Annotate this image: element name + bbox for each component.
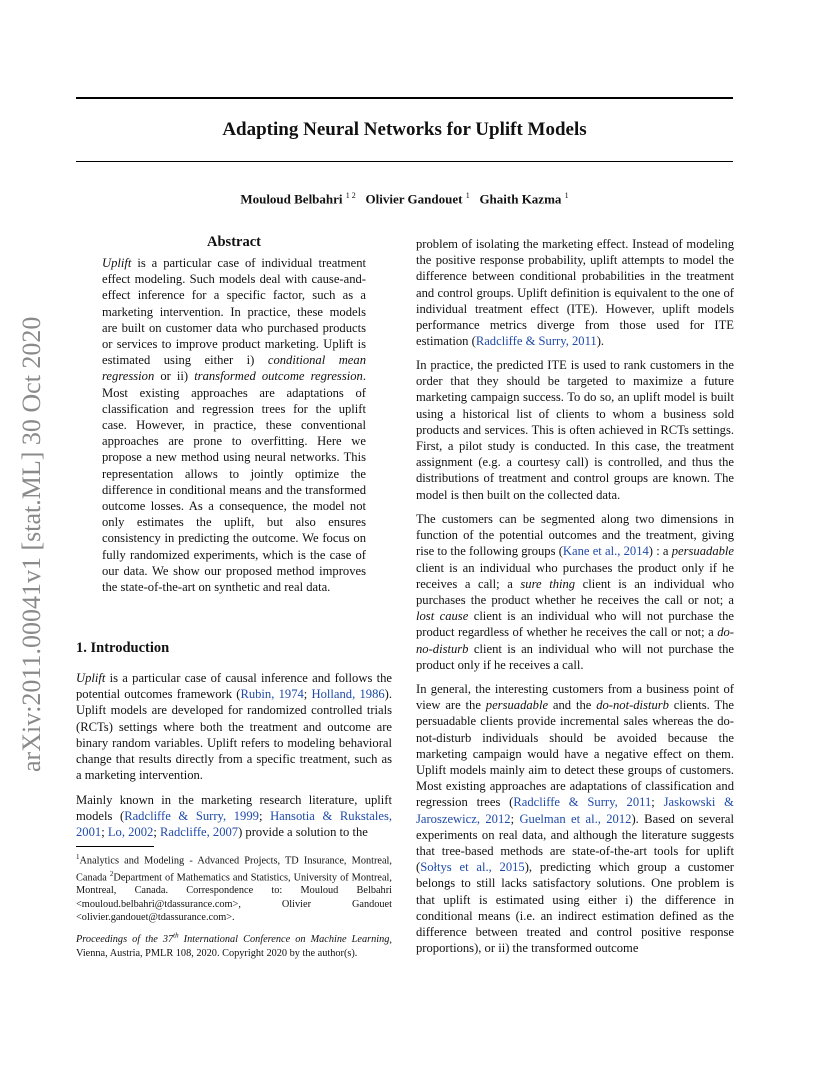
author-affiliation: 1 — [465, 191, 470, 200]
affiliation-footnote — [76, 851, 392, 924]
body-text: ). — [596, 334, 605, 349]
citation-separator: ; — [303, 687, 312, 702]
body-text: ). Based on several experiments on real data, and although the literature suggests that tree-based methods are state-of-the-art tools for uplift ( — [416, 811, 734, 875]
footnote-mark: 2 — [109, 869, 114, 878]
author-affiliation: 1 — [564, 191, 569, 200]
intro-text: is a particular case of causal inference and follows the potential outcomes framework ( — [76, 671, 392, 702]
proceedings-note — [76, 930, 392, 960]
group-term: do-no-disturb — [416, 625, 734, 656]
section-heading-introduction: 1. Introduction — [76, 640, 170, 656]
citation-link[interactable]: Holland, 1986 — [311, 687, 385, 702]
citation-separator: ; — [510, 811, 520, 826]
group-term: persuadable — [671, 544, 734, 559]
body-text: ) : a — [648, 544, 672, 559]
citation-link[interactable]: Radcliffe & Surry, 1999 — [124, 809, 259, 824]
title-rule-bottom — [76, 161, 733, 162]
citation-link[interactable]: Radcliffe & Surry, 2011 — [513, 795, 652, 810]
citation-link[interactable]: Rubin, 1974 — [240, 687, 304, 702]
proceedings-text: Proceedings of the 37 — [76, 934, 174, 946]
body-text: clients. The persuadable clients provide incremental sales whereas the do-not-disturb individuals should be avoided because the marketing campaign would have a negative effect on them. Uplift models mainly aim to detect these groups of customers. Most existing approaches are adaptations of classification and regression trees ( — [416, 698, 735, 810]
proceedings-ordinal: th — [173, 932, 179, 940]
citation-link[interactable]: Jaskowski & Jaroszewicz, 2012 — [416, 795, 734, 826]
group-term: do-not-disturb — [596, 698, 669, 713]
arxiv-identifier-stamp: arXiv:2011.00041v1 [stat.ML] 30 Oct 2020 — [17, 316, 46, 772]
footnote-text: Analytics and Modeling - Advanced Projects, TD Insurance, Montreal, Canada — [76, 855, 392, 884]
author-name: Ghaith Kazma — [479, 191, 562, 207]
body-text: and the — [548, 698, 597, 713]
author-affiliation: 1 2 — [345, 191, 356, 200]
citation-link[interactable]: Kane et al., 2014 — [562, 544, 649, 559]
intro-paragraph-2 — [76, 792, 392, 841]
column2-paragraph-4 — [416, 681, 734, 956]
citation-separator: ; — [651, 795, 664, 810]
intro-term: Uplift — [76, 671, 106, 685]
citation-link[interactable]: Sołtys et al., 2015 — [420, 860, 525, 875]
author-name: Olivier Gandouet — [365, 191, 463, 207]
proceedings-details: , Vienna, Austria, PMLR 108, 2020. Copyright 2020 by the author(s). — [76, 934, 392, 959]
intro-text: ) provide a solution to the — [238, 825, 368, 840]
footnote-mark: 1 — [76, 853, 80, 861]
author-list — [76, 191, 733, 207]
column2-paragraph-3 — [416, 511, 734, 673]
body-text: ), predicting which group a customer belongs to still lacks satisfactory solutions. One problem is that uplift is estimated using either i) the difference in conditional means (i.e. an indirect estimation defined as the difference between treated and control positive response proportions), or ii) the transformed outcome — [416, 860, 734, 956]
abstract-emphasis-2: transformed outcome regression — [194, 369, 363, 384]
author-name: Mouloud Belbahri — [240, 191, 343, 207]
group-term: persuadable — [485, 698, 549, 713]
body-text: client is an individual who will not purchase the product only if he receives a call. — [416, 641, 734, 672]
body-text: client is an individual who will not purchase the product regardless of whether he receives the call or not; a — [416, 609, 734, 640]
abstract-body — [102, 255, 366, 595]
footnote-rule — [76, 846, 154, 847]
citation-link[interactable]: Lo, 2002 — [107, 825, 154, 840]
body-text: client is an individual who purchases the product whether he receives the call or not; a — [416, 576, 734, 608]
intro-text: Mainly known in the marketing research literature, uplift models ( — [76, 793, 392, 824]
proceedings-text: International Conference on Machine Learning — [178, 934, 390, 946]
intro-paragraph-1 — [76, 670, 392, 783]
citation-link[interactable]: Radcliffe & Surry, 2011 — [475, 334, 597, 349]
citation-separator: ; — [101, 825, 108, 840]
body-text: client is an individual who purchases the product only if he receives a call; a — [416, 560, 734, 591]
proceedings-venue — [76, 934, 389, 945]
body-text: problem of isolating the marketing effect. Instead of modeling the positive response probability, uplift attempts to model the difference between conditional probabilities in the treatment and control groups. Uplift definition is equivalent to the one of individual treatment effect (ITE). However, uplift models performance metrics diverge from those used for ITE estimation ( — [416, 237, 734, 349]
abstract-text-3: . Most existing approaches are adaptations of classification and regression trees for the uplift case. However, in practice, these conventional approaches are prone to overfitting. Here we propose a new method using neural networks. This representation allows to jointly optimize the difference in conditional means and the transformed outcome losses. As a consequence, the model not only estimates the uplift, but also ensures consistency in predicting the outcome. We focus on fully randomized experiments, which is the case of our data. We show our proposed method improves the state-of-the-art on synthetic and real data. — [102, 369, 366, 595]
title-rule-top — [76, 97, 733, 99]
abstract-emphasis-1: conditional mean regression — [102, 353, 366, 384]
group-term: lost cause — [416, 609, 469, 624]
citation-link[interactable]: Radcliffe, 2007 — [159, 825, 239, 840]
abstract-term: Uplift — [102, 256, 132, 270]
group-term: sure thing — [520, 576, 576, 591]
abstract-text-2: or ii) — [154, 369, 195, 384]
citation-link[interactable]: Hansotia & Rukstales, 2001 — [76, 809, 392, 840]
citation-separator: ; — [258, 809, 271, 824]
citation-link[interactable]: Guelman et al., 2012 — [519, 811, 632, 826]
citation-separator: ; — [153, 825, 160, 840]
body-text: The customers can be segmented along two dimensions in function of the potential outcomes and the treatment, giving rise to the following groups ( — [416, 512, 734, 559]
abstract-heading: Abstract — [207, 234, 261, 250]
intro-text: ). Uplift models are developed for randomized controlled trials (RCTs) settings where both the treatment and outcome are binary random variables. Uplift refers to modeling behavioral change that results directly from a specific treatment, such as a marketing intervention. — [76, 687, 393, 783]
column2-paragraph-2: In practice, the predicted ITE is used to rank customers in the order that they should be targeted to maximize a future marketing campaign success. To do so, an uplift model is built using a historical list of clients to whom a business sold products and services. This is often achieved in RCTs settings. First, a pilot study is conducted. In this case, the treatment assignment (e.g. a courtesy call) is controlled, and thus the distributions of treatment and control groups are known. The model is then built on the collected data. — [416, 358, 734, 502]
footnote-text: Department of Mathematics and Statistics, University of Montreal, Montreal, Canada. Correspondence to: Mouloud Belbahri <mouloud.belbahri@tdassurance.com>, Olivier Gandouet <olivier.gandouet@tdassurance.com>. — [76, 872, 392, 924]
body-text: In general, the interesting customers from a business point of view are the — [416, 682, 734, 713]
abstract-text-1: is a particular case of individual treatment effect modeling. Such models deal with cause-and-effect inference for a specific factor, such as a marketing intervention. In practice, these models are built on customer data who purchased products or services to improve product marketing. Uplift is estimated using either i) — [102, 256, 366, 368]
paper-title: Adapting Neural Networks for Uplift Models — [222, 119, 587, 140]
column2-paragraph-1 — [416, 236, 734, 349]
